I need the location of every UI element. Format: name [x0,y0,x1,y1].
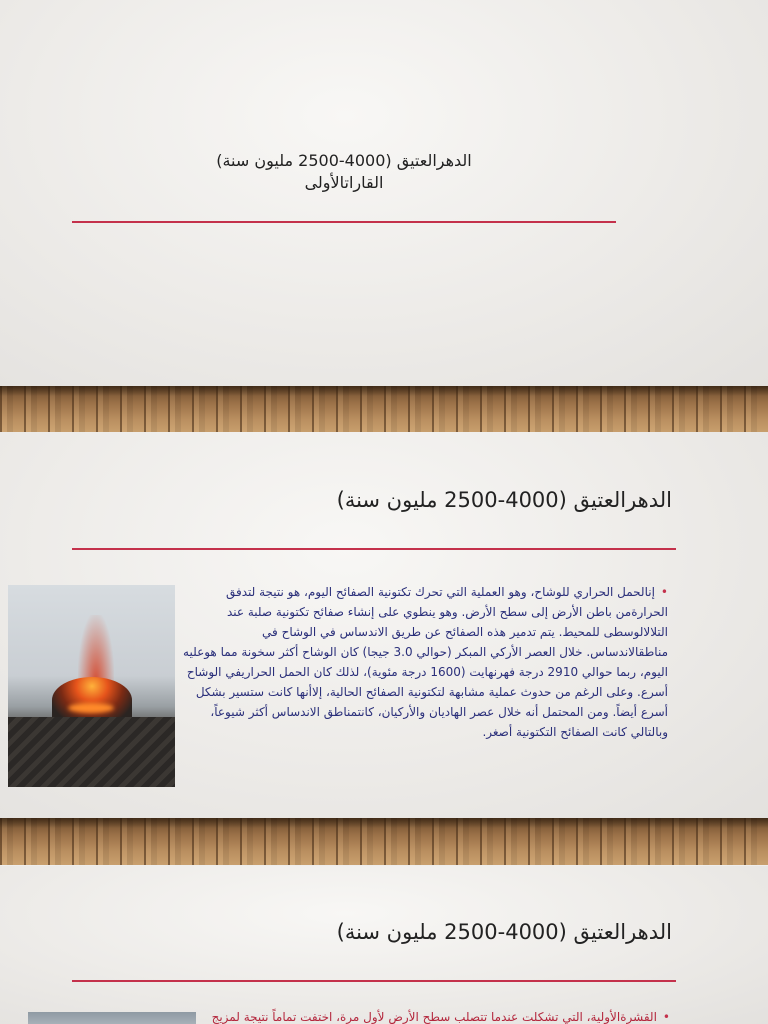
bullet-icon: • [662,1010,670,1024]
wood-floor-divider [0,386,768,433]
slide-1 [0,0,768,386]
slide-3-title: الدهرالعتيق (4000-2500 مليون سنة) [336,920,672,944]
title-underline [72,980,676,982]
slide-2-title: الدهرالعتيق (4000-2500 مليون سنة) [336,488,672,512]
bullet-icon: • [660,585,668,599]
slide-1-title-line-1: الدهرالعتيق (4000-2500 مليون سنة) [216,151,472,170]
slide-2 [0,432,768,818]
volcano-eruption-image [8,585,175,787]
slide-3-body [200,1007,670,1024]
slide-1-title-line-2: القاراتالأولى [304,173,384,192]
slide-2-body [180,582,668,742]
slide-2-body-text: إنالحمل الحراري للوشاح، وهو العملية التي تحرك تكتونية الصفائح اليوم، هو نتيجة لتدفق الحرارةمن باطن الأرض إلى سطح الأرض. وهو ينطوي على إنشاء صفائح تكتونية صلبة عند التلالالوسطى للمحيط. يتم تدمير هذه الصفائح عن طريق الاندساس في الوشاح في مناطقالاندساس. خلال العصر الأركي المبكر (حوالي 3.0 جيجا) كان الوشاح أكثر سخونة مما هوعليه اليوم، ربما حوالي 2910 درجة فهرنهايت (1600 درجة مئوية)، لذلك كان الحمل الحراريفي الوشاح أسرع. وعلى الرغم من حدوث عملية مشابهة لتكتونية الصفائح الحالية، إلاأنها كانت ستسير بشكل أسرع أيضاً. ومن المحتمل أنه خلال عصر الهاديان والأركيان، كانتمناطق الاندساس أكثر شيوعاً، وبالتالي كانت الصفائح التكتونية أصغر. [183,585,668,739]
title-underline [72,548,676,550]
slide-3-body-text: القشرةالأولية، التي تشكلت عندما تتصلب سطح الأرض لأول مرة، اختفت تماماً نتيجة لمزيج [211,1010,657,1024]
slide-1-title [72,150,616,194]
slide-3 [0,866,768,1024]
wood-floor-divider [0,818,768,865]
title-underline [72,221,616,223]
slide-3-image [28,1012,196,1024]
